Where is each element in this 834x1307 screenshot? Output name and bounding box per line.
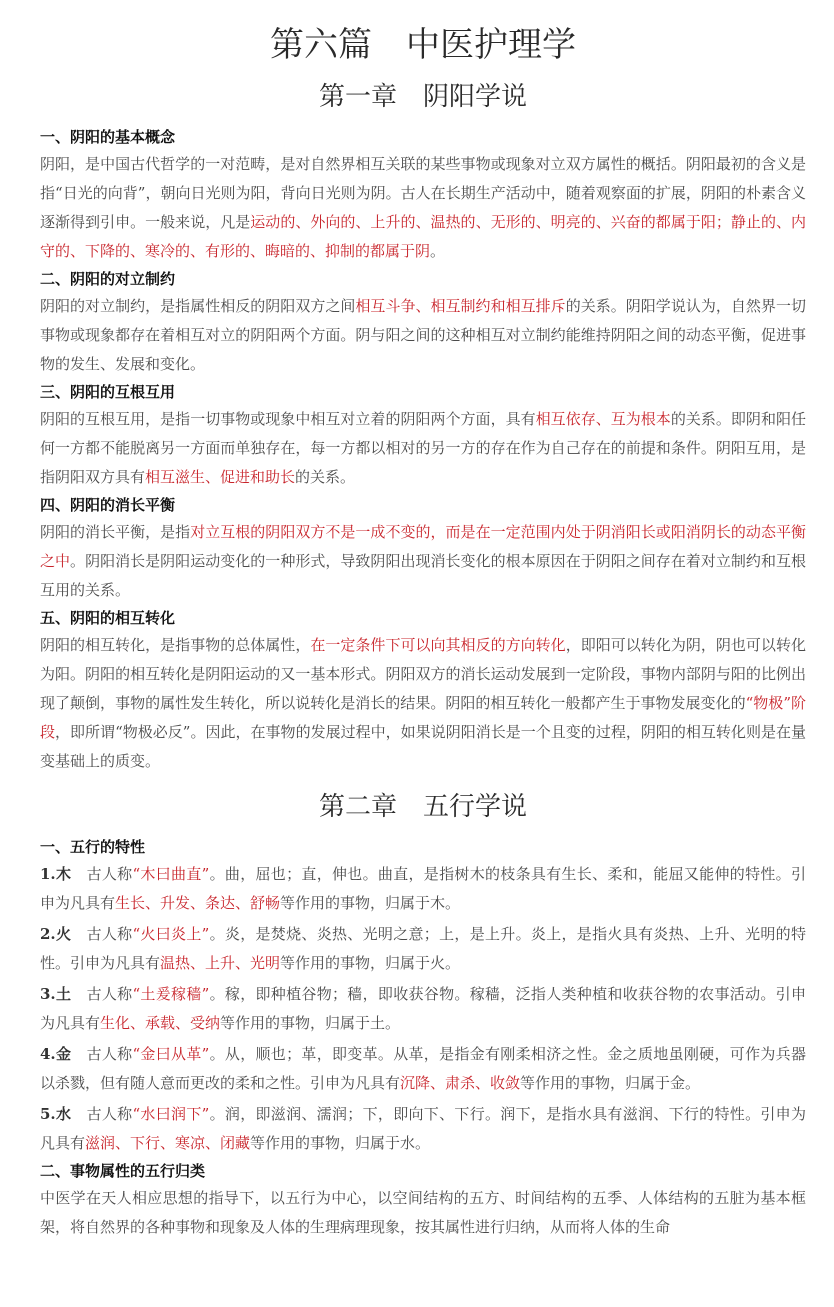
list-item — [40, 1040, 806, 1098]
section-heading: 二、事物属性的五行归类 — [40, 1162, 206, 1180]
text-run: 等作用的事物，归属于火。 — [280, 954, 461, 972]
text-run: 阴阳的互根互用，是指一切事物或现象中相互对立着的阴阳两个方面，具有 — [40, 410, 536, 428]
paragraph — [40, 631, 806, 776]
section-heading: 四、阴阳的消长平衡 — [40, 496, 176, 514]
section-heading: 二、阴阳的对立制约 — [40, 270, 176, 288]
section-heading: 五、阴阳的相互转化 — [40, 609, 176, 627]
item-number: 3.土 — [40, 985, 72, 1003]
list-item — [40, 920, 806, 978]
text-run: 。从，顺也；革，即变革。从革，是指金有刚柔相济之性。金之质地虽刚硬，可作为兵器以杀戮，但有随人意而更改的柔和之性。引申为凡具有 — [40, 1045, 806, 1092]
highlighted-text: 生长、升发、条达、舒畅 — [115, 894, 281, 912]
text-run: 的关系。阴阳学说认为，自然界一切事物或现象都存在着相互对立的阴阳两个方面。阴与阳之间的这种相互对立制约能维持阴阳之间的动态平衡，促进事物的发生、发展和变化。 — [40, 297, 806, 373]
text-run: 的关系。 — [295, 468, 356, 486]
text-run: 阴阳的消长平衡，是指 — [40, 523, 191, 541]
text-run: 的关系。即阴和阳任何一方都不能脱离另一方面而单独存在，每一方都以相对的另一方的存在作为自己存在的前提和条件。阴阳互用，是指阴阳双方具有 — [40, 410, 806, 486]
chapter-1-body — [40, 126, 806, 776]
text-run: ，即阳可以转化为阴，阴也可以转化为阳。阴阳的相互转化是阴阳运动的又一基本形式。阴阳双方的消长运动发展到一定阶段，事物内部阴与阳的比例出现了颠倒，事物的属性发生转化，所以说转化是消长的结果。阴阳的相互转化一般都产生于事物发展变化的 — [40, 636, 806, 712]
highlighted-text: 对立互根的阴阳双方不是一成不变的，而是在一定范围内处于阴消阳长或阳消阴长的动态平衡之中 — [40, 523, 806, 570]
chapter-title-2: 第二章 五行学说 — [318, 792, 527, 822]
highlighted-text: “土爰稼穑” — [132, 985, 210, 1003]
text-run: 阴阳，是中国古代哲学的一对范畴，是对自然界相互关联的某些事物或现象对立双方属性的概括。阴阳最初的含义是指“日光的向背”，朝向日光则为阳，背向日光则为阴。古人在长期生产活动中，随着观察面的扩展，阴阳的朴素含义逐渐得到引申。一般来说，凡是 — [40, 155, 806, 231]
highlighted-text: 沉降、肃杀、收敛 — [400, 1074, 521, 1092]
section-heading: 三、阴阳的互根互用 — [40, 383, 176, 401]
text-run: 古人称 — [71, 925, 133, 943]
highlighted-text: “火曰炎上” — [132, 925, 210, 943]
text-run: 古人称 — [71, 1105, 133, 1123]
item-number: 4.金 — [40, 1045, 72, 1063]
text-run: 。稼，即种植谷物；穑，即收获谷物。稼穑，泛指人类种植和收获谷物的农事活动。引申为凡具有 — [40, 985, 806, 1032]
highlighted-text: 相互滋生、促进和助长 — [145, 468, 296, 486]
text-run: 古人称 — [71, 985, 133, 1003]
chapter-title-1: 第一章 阴阳学说 — [318, 82, 527, 112]
text-run: 等作用的事物，归属于金。 — [520, 1074, 701, 1092]
text-run: 古人称 — [71, 865, 133, 883]
chapter-2-body — [40, 836, 806, 1242]
highlighted-text: 在一定条件下可以向其相反的方向转化 — [310, 636, 566, 654]
item-number: 2.火 — [40, 925, 72, 943]
highlighted-text: “木曰曲直” — [132, 865, 210, 883]
highlighted-text: 相互斗争、相互制约和相互排斥 — [355, 297, 566, 315]
item-number: 5.水 — [40, 1105, 72, 1123]
text-run: 等作用的事物，归属于水。 — [250, 1134, 431, 1152]
text-run: 阴阳的对立制约，是指属性相反的阴阳双方之间 — [40, 297, 356, 315]
text-run: 。润，即滋润、濡润；下，即向下、下行。润下，是指水具有滋润、下行的特性。引申为凡具有 — [40, 1105, 806, 1152]
highlighted-text: 运动的、外向的、上升的、温热的、无形的、明亮的、兴奋的都属于阳；静止的、内守的、下降的、寒冷的、有形的、晦暗的、抑制的都属于阴 — [40, 213, 806, 260]
text-run: 。曲，屈也；直，伸也。曲直，是指树木的枝条具有生长、柔和，能屈又能伸的特性。引申为凡具有 — [40, 865, 806, 912]
highlighted-text: “金曰从革” — [132, 1045, 210, 1063]
list-item — [40, 860, 806, 918]
section-heading: 一、五行的特性 — [40, 838, 146, 856]
paragraph — [40, 150, 806, 266]
paragraph — [40, 1184, 806, 1242]
text-run: 等作用的事物，归属于土。 — [220, 1014, 401, 1032]
list-item — [40, 980, 806, 1038]
highlighted-text: “水曰润下” — [132, 1105, 210, 1123]
highlighted-text: “物极”阶段 — [40, 694, 806, 741]
highlighted-text: 滋润、下行、寒凉、闭藏 — [85, 1134, 251, 1152]
text-run: ，即所谓“物极必反”。因此，在事物的发展过程中，如果说阴阳消长是一个且变的过程，阴阳的相互转化则是在量变基础上的质变。 — [40, 723, 806, 770]
text-run: 等作用的事物，归属于木。 — [280, 894, 461, 912]
text-run: 。阴阳消长是阴阳运动变化的一种形式，导致阴阳出现消长变化的根本原因在于阴阳之间存在着对立制约和互根互用的关系。 — [40, 552, 806, 599]
text-run: 阴阳的相互转化，是指事物的总体属性， — [40, 636, 311, 654]
paragraph — [40, 292, 806, 379]
text-run: 。炎，是焚烧、炎热、光明之意；上，是上升。炎上，是指火具有炎热、上升、光明的特性。引申为凡具有 — [40, 925, 806, 972]
item-number: 1.木 — [40, 865, 72, 883]
highlighted-text: 相互依存、互为根本 — [535, 410, 671, 428]
text-run: 中医学在天人相应思想的指导下，以五行为中心，以空间结构的五方、时间结构的五季、人体结构的五脏为基本框架，将自然界的各种事物和现象及人体的生理病理现象，按其属性进行归纳，从而将人体的生命 — [40, 1189, 806, 1236]
highlighted-text: 生化、承载、受纳 — [100, 1014, 221, 1032]
paragraph — [40, 518, 806, 605]
part-title: 第六篇 中医护理学 — [270, 25, 576, 65]
text-run: 。 — [430, 242, 446, 260]
text-run: 古人称 — [71, 1045, 133, 1063]
list-item — [40, 1100, 806, 1158]
section-heading: 一、阴阳的基本概念 — [40, 128, 176, 146]
paragraph — [40, 405, 806, 492]
highlighted-text: 温热、上升、光明 — [160, 954, 281, 972]
